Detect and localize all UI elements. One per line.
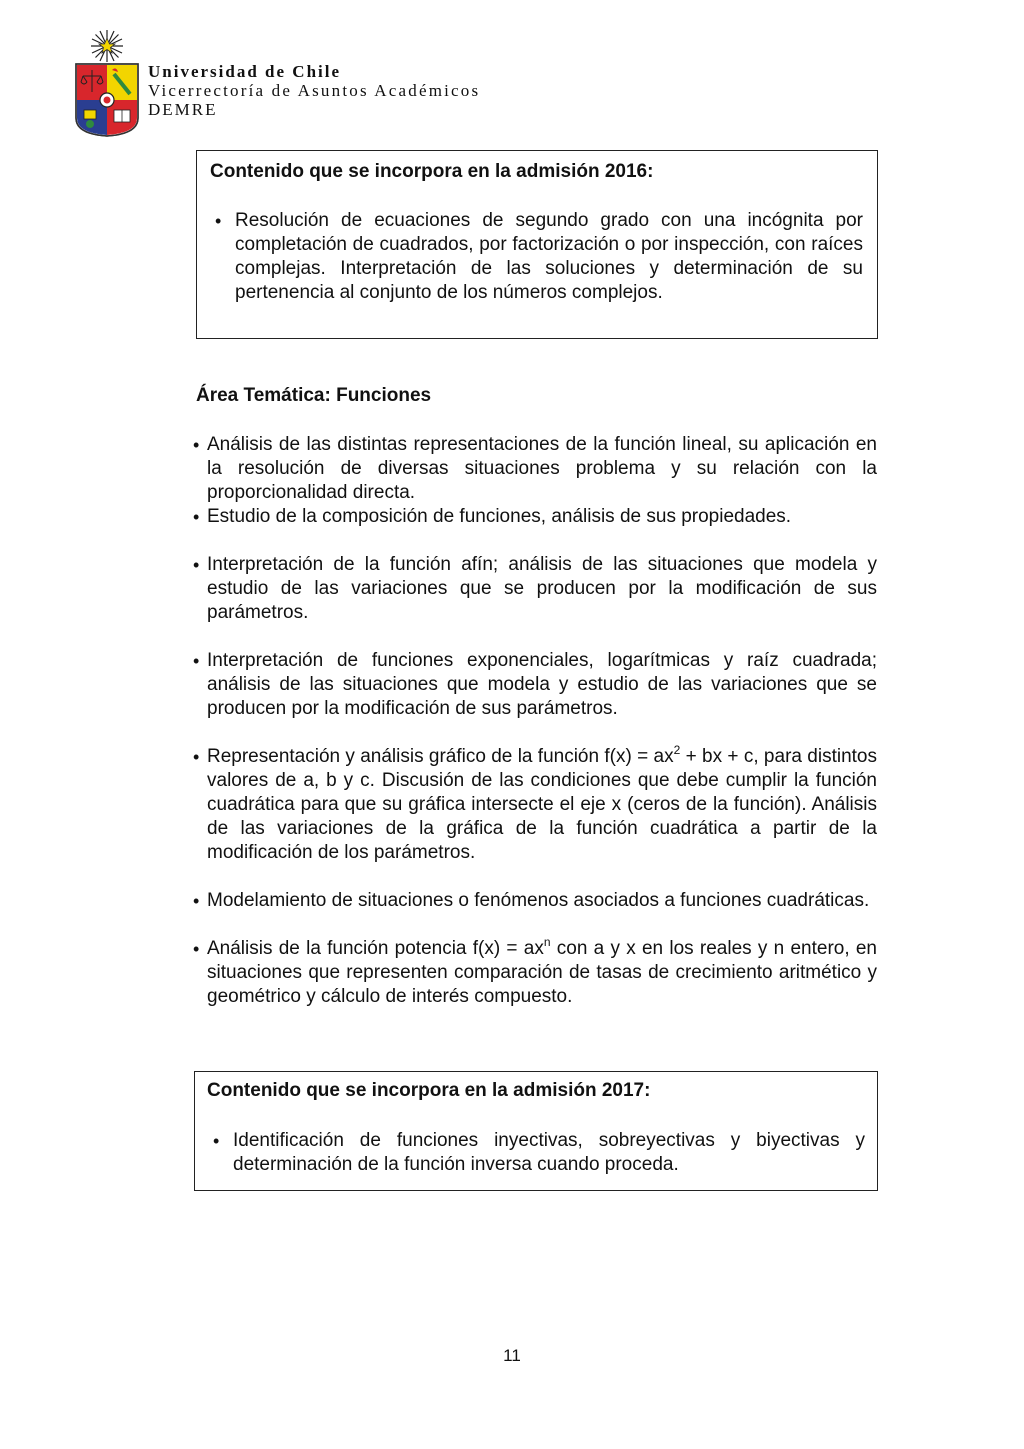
exponent: n xyxy=(543,935,551,949)
list-item-text xyxy=(207,935,877,1007)
bullet-icon: • xyxy=(193,651,200,671)
admission-2016-title: Contenido que se incorpora en la admisión 2016: xyxy=(210,161,654,182)
section-title: Área Temática: Funciones xyxy=(196,385,432,406)
list-item-text: Resolución de ecuaciones de segundo grado con una incógnita por completación de cuadrados, por factorización o por inspección, con raíces complejas. Interpretación de las soluciones y determinación de su pertenencia al conjunto de los números complejos. xyxy=(235,210,863,303)
list-item xyxy=(193,889,877,913)
list-item-text xyxy=(207,743,877,863)
bullet-icon: • xyxy=(193,747,200,767)
department-name: DEMRE xyxy=(148,100,218,119)
star-icon xyxy=(91,30,123,62)
bullet-icon: • xyxy=(193,939,200,959)
bullet-icon: • xyxy=(193,555,200,575)
exponent: 2 xyxy=(673,743,681,757)
bullet-icon: • xyxy=(193,507,200,527)
list-item xyxy=(193,505,877,529)
letterhead xyxy=(148,62,480,119)
list-item-text: Identificación de funciones inyectivas, sobreyectivas y biyectivas y determinación de la función inversa cuando proceda. xyxy=(233,1130,865,1175)
bullet-icon: • xyxy=(213,1131,220,1151)
list-item xyxy=(209,1129,865,1177)
list-item-text: Modelamiento de situaciones o fenómenos asociados a funciones cuadráticas. xyxy=(207,890,870,911)
admission-2017-list xyxy=(209,1129,865,1177)
admission-2016-box xyxy=(196,150,878,339)
bullet-icon: • xyxy=(193,435,200,455)
list-item xyxy=(193,937,877,1009)
admission-2016-list xyxy=(211,209,863,305)
university-name: Universidad de Chile xyxy=(148,62,342,81)
formula-continuation: + bx + c, para distintos valores de a, b y c. Discusión de las condiciones que debe cumplir la función cuadrática para que su gráfica intersecte el eje x (ceros de la función). Análisis de las variaciones de la gráfica de la función cuadrática a partir de la modificación de los parámetros. xyxy=(207,746,877,863)
list-item xyxy=(193,553,877,625)
formula-text: Análisis de la función potencia f(x) = ax xyxy=(207,938,544,959)
list-item-text: Interpretación de funciones exponenciales, logarítmicas y raíz cuadrada; análisis de las situaciones que modela y estudio de las variaciones que se producen por la modificación de sus parámetros. xyxy=(207,650,877,719)
list-item-text: Análisis de las distintas representaciones de la función lineal, su aplicación en la resolución de diversas situaciones problema y su relación con la proporcionalidad directa. xyxy=(207,434,877,503)
bullet-icon: • xyxy=(193,891,200,911)
list-item xyxy=(193,649,877,721)
page-number: 11 xyxy=(503,1346,521,1365)
list-item-text: Interpretación de la función afín; análisis de las situaciones que modela y estudio de las variaciones que se producen por la modificación de sus parámetros. xyxy=(207,554,877,623)
admission-2017-title: Contenido que se incorpora en la admisión 2017: xyxy=(207,1080,651,1101)
list-item xyxy=(193,745,877,865)
functions-topic-list xyxy=(193,433,877,1009)
office-name: Vicerrectoría de Asuntos Académicos xyxy=(148,81,481,100)
admission-2017-box xyxy=(194,1071,878,1191)
list-item xyxy=(211,209,863,305)
formula-text: Representación y análisis gráfico de la función f(x) = ax xyxy=(207,746,674,767)
list-item-text: Estudio de la composición de funciones, análisis de sus propiedades. xyxy=(207,506,792,527)
formula-continuation: con a y x en los reales y n entero, en situaciones que representen comparación de tasas de crecimiento aritmético y geométrico y cálculo de interés compuesto. xyxy=(207,938,877,1007)
university-coat-of-arms-icon xyxy=(72,26,142,138)
list-item xyxy=(193,433,877,505)
bullet-icon: • xyxy=(215,211,222,231)
